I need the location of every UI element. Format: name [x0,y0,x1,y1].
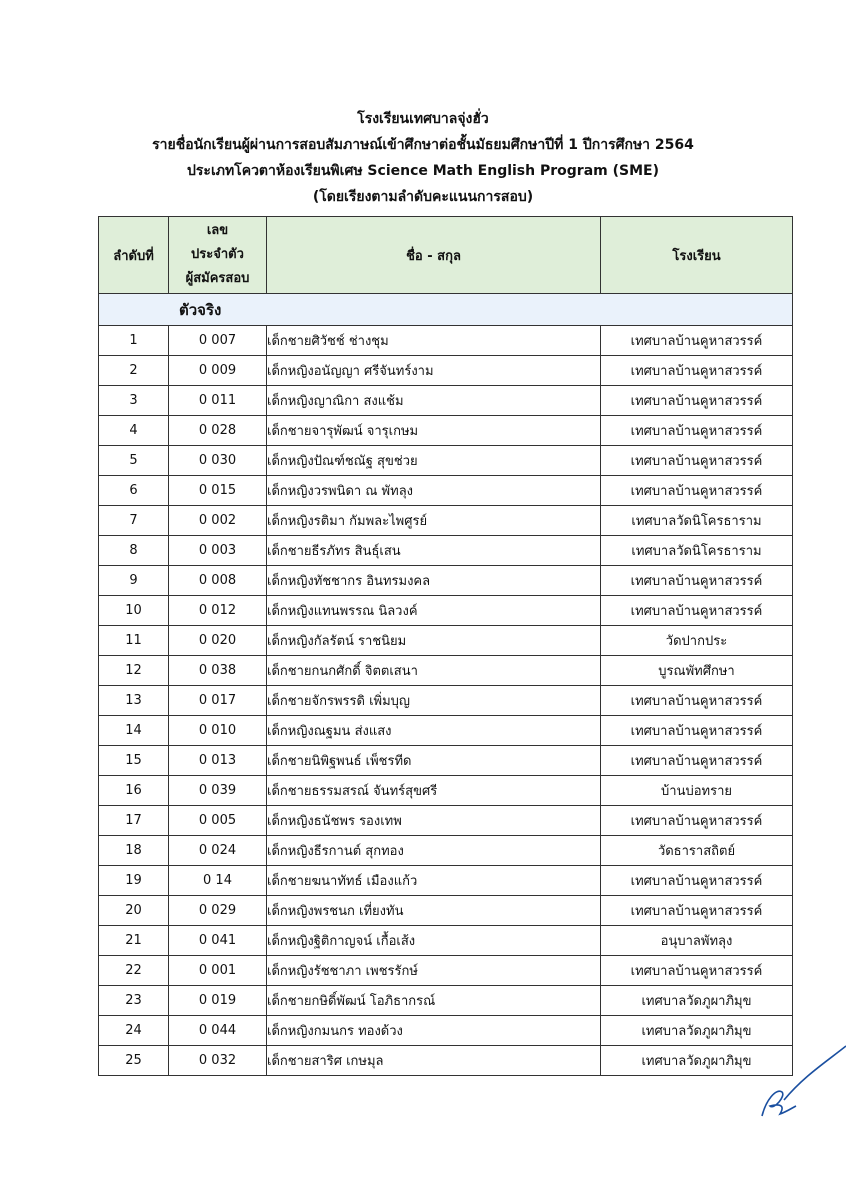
row-index: 7 [99,506,169,536]
school-name: เทศบาลบ้านคูหาสวรรค์ [601,596,793,626]
school-name: วัดธาราสถิตย์ [601,836,793,866]
school-name: เทศบาลบ้านคูหาสวรรค์ [601,956,793,986]
school-name: เทศบาลบ้านคูหาสวรรค์ [601,326,793,356]
table-row [99,746,793,776]
row-index: 11 [99,626,169,656]
applicant-id: 0 032 [169,1046,267,1076]
row-index: 19 [99,866,169,896]
student-name: เด็กหญิงกัลรัตน์ ราชนิยม [267,626,601,656]
applicant-id: 0 009 [169,356,267,386]
document-title: รายชื่อนักเรียนผู้ผ่านการสอบสัมภาษณ์เข้าศึกษาต่อชั้นมัธยมศึกษาปีที่ 1 ปีการศึกษา 2564 [152,137,694,153]
school-name: เทศบาลวัดภูผาภิมุข [601,1046,793,1076]
table-row [99,716,793,746]
student-name: เด็กหญิงแทนพรรณ นิลวงค์ [267,596,601,626]
row-index: 21 [99,926,169,956]
applicant-id: 0 011 [169,386,267,416]
school-name: เทศบาลบ้านคูหาสวรรค์ [601,716,793,746]
applicant-id: 0 003 [169,536,267,566]
applicant-id: 0 038 [169,656,267,686]
row-index: 1 [99,326,169,356]
applicant-id: 0 029 [169,896,267,926]
school-name: วัดปากประ [601,626,793,656]
row-index: 10 [99,596,169,626]
applicant-id: 0 013 [169,746,267,776]
table-row [99,986,793,1016]
table-row [99,536,793,566]
table-row [99,506,793,536]
row-index: 2 [99,356,169,386]
column-header-school: โรงเรียน [601,217,793,294]
column-header-id-line1: เลข [206,223,229,238]
table-row [99,416,793,446]
school-name: เทศบาลบ้านคูหาสวรรค์ [601,686,793,716]
program-name: ประเภทโควตาห้องเรียนพิเศษ Science Math English Program (SME) [187,163,659,179]
column-header-applicant-id [169,217,267,294]
table-row [99,476,793,506]
table-row [99,596,793,626]
column-header-id-line3: ผู้สมัครสอบ [185,271,250,286]
applicant-id: 0 005 [169,806,267,836]
applicant-id: 0 028 [169,416,267,446]
student-name: เด็กชายธรรมสรณ์ จันทร์สุขศรี [267,776,601,806]
row-index: 9 [99,566,169,596]
applicant-id: 0 019 [169,986,267,1016]
applicant-id: 0 024 [169,836,267,866]
row-index: 18 [99,836,169,866]
applicant-id: 0 015 [169,476,267,506]
section-row [99,294,793,326]
school-name: เทศบาลบ้านคูหาสวรรค์ [601,806,793,836]
student-name: เด็กชายกนกศักดิ์ จิตตเสนา [267,656,601,686]
row-index: 15 [99,746,169,776]
table-row [99,926,793,956]
table-row [99,326,793,356]
applicant-id: 0 010 [169,716,267,746]
row-index: 5 [99,446,169,476]
student-name: เด็กหญิงพรชนก เที่ยงทัน [267,896,601,926]
row-index: 24 [99,1016,169,1046]
table-row [99,356,793,386]
table-row [99,956,793,986]
student-name: เด็กหญิงรติมา กัมพละไพศูรย์ [267,506,601,536]
applicant-id: 0 044 [169,1016,267,1046]
table-row [99,806,793,836]
student-name: เด็กชายจารุพัฒน์ จารุเกษม [267,416,601,446]
row-index: 13 [99,686,169,716]
school-name: เทศบาลวัดนิโครธาราม [601,506,793,536]
applicant-id: 0 017 [169,686,267,716]
row-index: 4 [99,416,169,446]
table-header-row [99,217,793,294]
table-row [99,446,793,476]
applicant-id: 0 001 [169,956,267,986]
school-name: เทศบาลวัดภูผาภิมุข [601,1016,793,1046]
school-name: โรงเรียนเทศบาลจุ่งฮั่ว [357,111,489,127]
student-name: เด็กหญิงปัณฑ์ชณัฐ สุขช่วย [267,446,601,476]
row-index: 6 [99,476,169,506]
applicant-id: 0 020 [169,626,267,656]
school-name: เทศบาลบ้านคูหาสวรรค์ [601,386,793,416]
applicant-id: 0 14 [169,866,267,896]
row-index: 8 [99,536,169,566]
student-name: เด็กชายศิวัชช์ ช่างชุม [267,326,601,356]
student-name: เด็กหญิงรัชชาภา เพชรรักษ์ [267,956,601,986]
student-name: เด็กหญิงญาณิกา สงแช้ม [267,386,601,416]
row-index: 22 [99,956,169,986]
school-name: เทศบาลวัดนิโครธาราม [601,536,793,566]
school-name: เทศบาลบ้านคูหาสวรรค์ [601,866,793,896]
row-index: 12 [99,656,169,686]
column-header-index: ลำดับที่ [99,217,169,294]
sort-note: (โดยเรียงตามลำดับคะแนนการสอบ) [312,189,534,205]
student-name: เด็กหญิงธีรกานต์ สุกทอง [267,836,601,866]
school-name: อนุบาลพัทลุง [601,926,793,956]
school-name: เทศบาลบ้านคูหาสวรรค์ [601,416,793,446]
school-name: เทศบาลวัดภูผาภิมุข [601,986,793,1016]
row-index: 23 [99,986,169,1016]
table-row [99,1046,793,1076]
student-name: เด็กหญิงธนัชพร รองเทพ [267,806,601,836]
column-header-id-line2: ประจำตัว [191,247,244,262]
signature-mark [756,1044,846,1124]
table-row [99,626,793,656]
school-name: เทศบาลบ้านคูหาสวรรค์ [601,446,793,476]
school-name: บ้านบ่อทราย [601,776,793,806]
school-name: เทศบาลบ้านคูหาสวรรค์ [601,896,793,926]
applicant-id: 0 007 [169,326,267,356]
school-name: เทศบาลบ้านคูหาสวรรค์ [601,356,793,386]
student-name: เด็กหญิงวรพนิดา ณ พัทลุง [267,476,601,506]
table-row [99,776,793,806]
row-index: 3 [99,386,169,416]
column-header-name: ชื่อ - สกุล [267,217,601,294]
table-row [99,566,793,596]
student-name: เด็กชายจักรพรรดิ เพิ่มบุญ [267,686,601,716]
table-row [99,866,793,896]
row-index: 25 [99,1046,169,1076]
student-name: เด็กหญิงทัชชากร อินทรมงคล [267,566,601,596]
student-name: เด็กชายฆนาทัทธ์ เมืองแก้ว [267,866,601,896]
row-index: 16 [99,776,169,806]
student-name: เด็กหญิงอนัญญา ศรีจันทร์งาม [267,356,601,386]
applicant-id: 0 008 [169,566,267,596]
section-label: ตัวจริง [179,300,222,319]
document-header [0,106,846,210]
applicant-table [98,216,793,1076]
table-row [99,836,793,866]
school-name: บูรณพัทศึกษา [601,656,793,686]
section-cell [99,294,793,326]
row-index: 17 [99,806,169,836]
school-name: เทศบาลบ้านคูหาสวรรค์ [601,476,793,506]
student-name: เด็กชายกษิดิ์พัฒน์ โอภิธากรณ์ [267,986,601,1016]
applicant-id: 0 030 [169,446,267,476]
student-name: เด็กหญิงฐิติกาญจน์ เกื้อเส้ง [267,926,601,956]
applicant-id: 0 002 [169,506,267,536]
table-row [99,1016,793,1046]
table-row [99,686,793,716]
row-index: 20 [99,896,169,926]
table-row [99,656,793,686]
applicant-id: 0 012 [169,596,267,626]
applicant-id: 0 039 [169,776,267,806]
student-name: เด็กชายนิพิฐพนธ์ เพ็ชรทีด [267,746,601,776]
table-row [99,896,793,926]
applicant-id: 0 041 [169,926,267,956]
school-name: เทศบาลบ้านคูหาสวรรค์ [601,566,793,596]
row-index: 14 [99,716,169,746]
table-row [99,386,793,416]
student-name: เด็กชายสาริศ เกษมุล [267,1046,601,1076]
student-name: เด็กชายธีรภัทร สินธุ์เสน [267,536,601,566]
school-name: เทศบาลบ้านคูหาสวรรค์ [601,746,793,776]
student-name: เด็กหญิงณฐมน ส่งแสง [267,716,601,746]
student-name: เด็กหญิงกมนกร ทองด้วง [267,1016,601,1046]
